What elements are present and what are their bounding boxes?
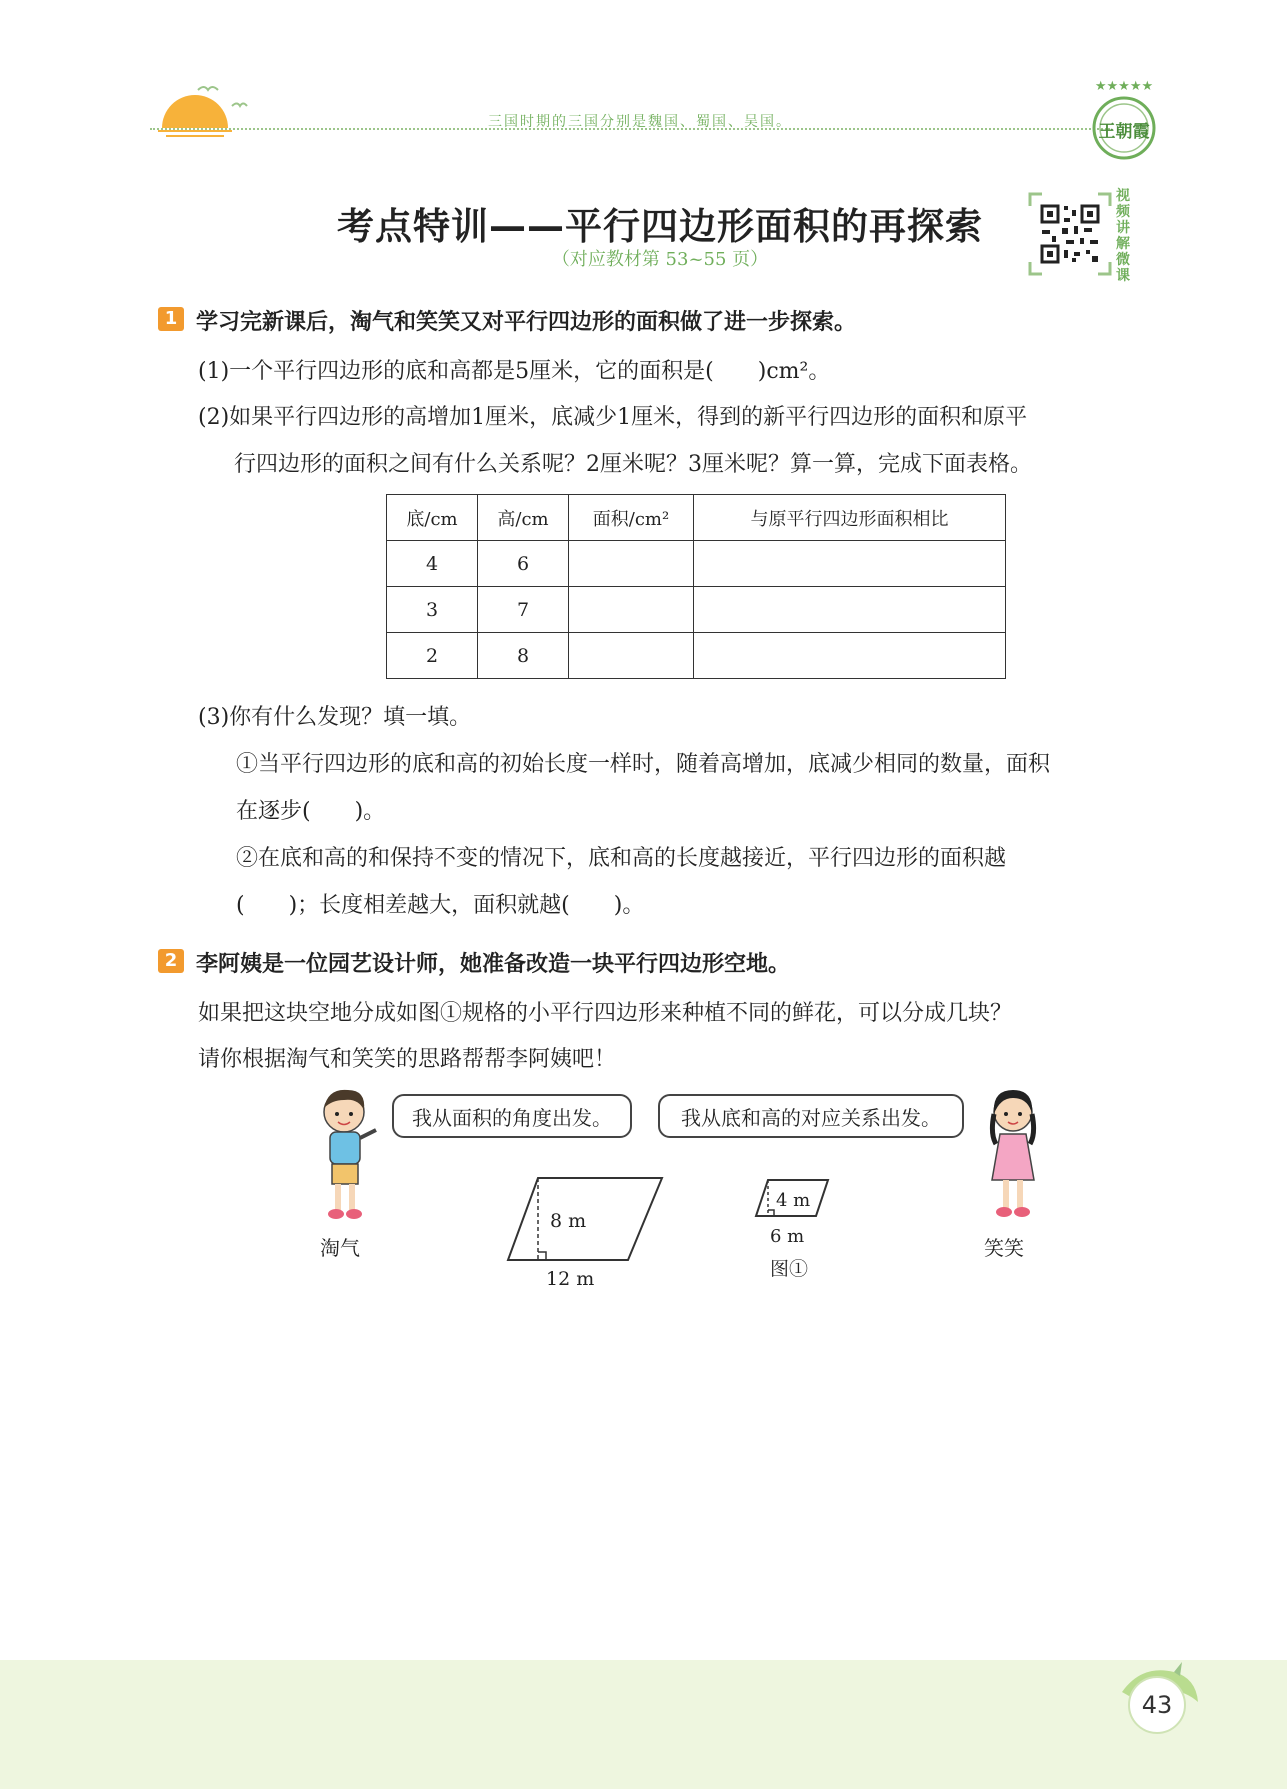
table-cell-compare-blank[interactable]	[694, 541, 1006, 587]
table-cell-height: 7	[478, 587, 569, 633]
q1-part2-line1: (2)如果平行四边形的高增加1厘米，底减少1厘米，得到的新平行四边形的面积和原平	[198, 405, 1028, 430]
speech-bubble-xiaoxiao: 我从底和高的对应关系出发。	[658, 1094, 964, 1138]
table-header-cell: 面积/cm²	[569, 495, 694, 541]
page-subtitle: （对应教材第 53~55 页）	[551, 249, 769, 270]
q1-part3-item1-line2: 在逐步( )。	[236, 799, 386, 824]
table-header-cell: 高/cm	[478, 495, 569, 541]
small-base-label: 6 m	[770, 1226, 805, 1247]
char-label-taoqi: 淘气	[320, 1236, 360, 1260]
table-header-cell: 与原平行四边形面积相比	[694, 495, 1006, 541]
page-title: 考点特训——平行四边形面积的再探索	[337, 205, 983, 248]
q2-line1: 如果把这块空地分成如图①规格的小平行四边形来种植不同的鲜花，可以分成几块？	[198, 1001, 1013, 1026]
q1-part2-line2: 行四边形的面积之间有什么关系呢？2厘米呢？3厘米呢？算一算，完成下面表格。	[234, 452, 1032, 477]
small-height-label: 4 m	[776, 1190, 811, 1211]
q2-prompt: 李阿姨是一位园艺设计师，她准备改造一块平行四边形空地。	[196, 952, 791, 977]
q1-number-badge: 1	[158, 307, 184, 331]
footer-band	[0, 1660, 1287, 1789]
table-header-row	[387, 495, 1006, 541]
q1-part3-item2-line1: ②在底和高的和保持不变的情况下，底和高的长度越接近，平行四边形的面积越	[236, 846, 1007, 871]
table-cell-base: 4	[387, 541, 478, 587]
q1-part1: (1)一个平行四边形的底和高都是5厘米，它的面积是( )cm²。	[198, 359, 831, 384]
table-row	[387, 633, 1006, 679]
table-row	[387, 541, 1006, 587]
q1-part3-item2-line2: ( )；长度相差越大，面积就越( )。	[236, 893, 645, 918]
q1-table	[386, 494, 1006, 679]
bird-icon	[196, 82, 248, 112]
table-header-cell: 底/cm	[387, 495, 478, 541]
large-height-label: 8 m	[550, 1210, 587, 1232]
boy-taoqi-icon	[314, 1086, 380, 1224]
svg-text:★★★★★: ★★★★★	[1094, 79, 1154, 94]
q1-part3: (3)你有什么发现？填一填。	[198, 705, 472, 730]
table-cell-base: 3	[387, 587, 478, 633]
brand-name: 王朝霞	[1098, 122, 1150, 142]
large-base-label: 12 m	[546, 1268, 595, 1290]
qr-caption: 视频讲解微课	[1116, 188, 1130, 284]
table-cell-compare-blank[interactable]	[694, 633, 1006, 679]
qr-code-icon[interactable]	[1028, 192, 1112, 276]
table-cell-area-blank[interactable]	[569, 541, 694, 587]
speech-bubble-taoqi: 我从面积的角度出发。	[392, 1094, 632, 1138]
table-cell-base: 2	[387, 633, 478, 679]
table-cell-area-blank[interactable]	[569, 587, 694, 633]
q1-part3-item1-line1: ①当平行四边形的底和高的初始长度一样时，随着高增加，底减少相同的数量，面积	[236, 752, 1051, 777]
table-row	[387, 587, 1006, 633]
char-label-xiaoxiao: 笑笑	[984, 1236, 1024, 1260]
table-cell-area-blank[interactable]	[569, 633, 694, 679]
brand-badge	[1082, 76, 1166, 164]
header-fact: 三国时期的三国分别是魏国、蜀国、吴国。	[488, 114, 792, 130]
q2-number-badge: 2	[158, 949, 184, 973]
girl-xiaoxiao-icon	[982, 1084, 1044, 1224]
figure-label: 图①	[770, 1258, 809, 1280]
q1-prompt: 学习完新课后，淘气和笑笑又对平行四边形的面积做了进一步探索。	[196, 310, 857, 335]
q2-line2: 请你根据淘气和笑笑的思路帮帮李阿姨吧！	[198, 1047, 617, 1072]
table-cell-height: 6	[478, 541, 569, 587]
page-number: 43	[1128, 1676, 1186, 1734]
table-cell-height: 8	[478, 633, 569, 679]
table-cell-compare-blank[interactable]	[694, 587, 1006, 633]
